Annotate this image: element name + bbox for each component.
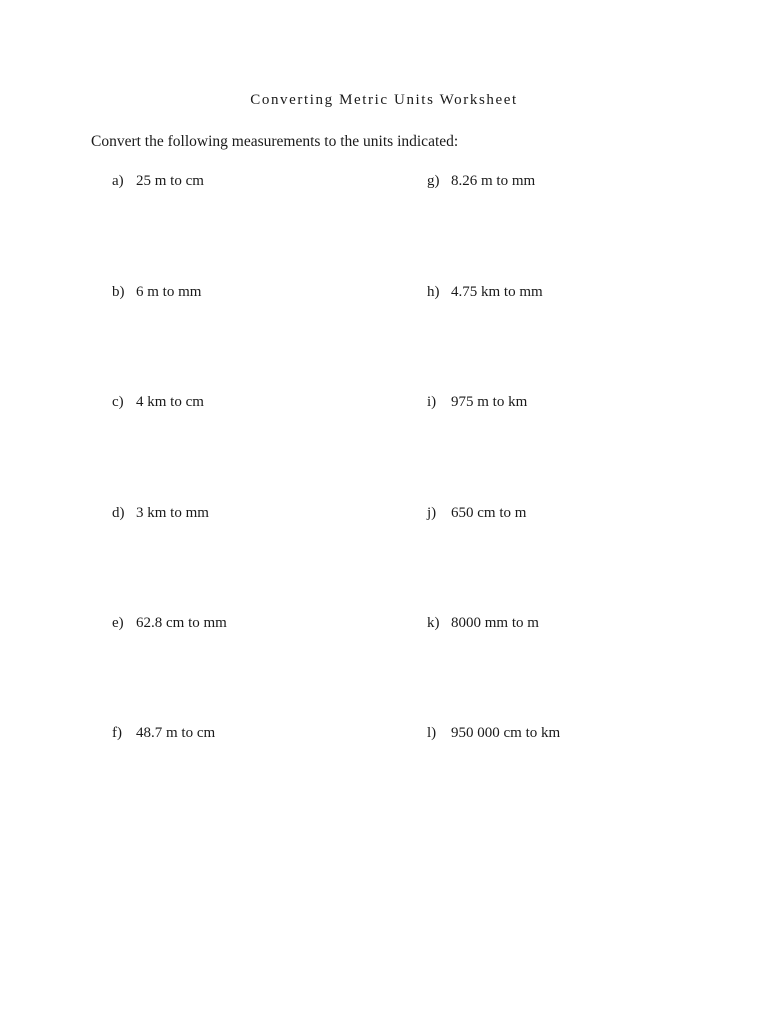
problem-question: 3 km to mm: [136, 505, 209, 521]
problem-question: 4 km to cm: [136, 394, 204, 410]
problem-j: [427, 505, 526, 522]
problem-question: 25 m to cm: [136, 173, 204, 189]
problem-question: 48.7 m to cm: [136, 725, 216, 741]
problem-letter: c): [112, 394, 124, 410]
problem-question: 62.8 cm to mm: [136, 615, 227, 631]
problem-letter: i): [427, 394, 437, 410]
problem-question: 8000 mm to m: [451, 615, 539, 631]
problem-k: [427, 615, 539, 632]
problem-g: [427, 173, 535, 190]
problem-letter: l): [427, 725, 437, 741]
problem-question: 650 cm to m: [451, 505, 527, 521]
problem-l: [427, 725, 560, 742]
problem-letter: d): [112, 505, 125, 521]
problem-question: 950 000 cm to km: [451, 725, 561, 741]
problem-letter: b): [112, 284, 125, 300]
problem-i: [427, 394, 527, 411]
problem-c: [112, 394, 204, 411]
worksheet-title: Converting Metric Units Worksheet: [250, 92, 518, 108]
problem-letter: e): [112, 615, 124, 631]
problem-letter: k): [427, 615, 440, 631]
problem-letter: h): [427, 284, 440, 300]
problem-letter: a): [112, 173, 124, 189]
problem-letter: j): [427, 505, 437, 521]
problem-question: 6 m to mm: [136, 284, 202, 300]
problem-question: 975 m to km: [451, 394, 528, 410]
problem-h: [427, 284, 543, 301]
problem-e: [112, 615, 227, 632]
problem-b: [112, 284, 201, 301]
problem-a: [112, 173, 204, 190]
problem-d: [112, 505, 209, 522]
problem-letter: f): [112, 725, 122, 741]
problem-letter: g): [427, 173, 440, 189]
problem-f: [112, 725, 215, 742]
problem-question: 8.26 m to mm: [451, 173, 536, 189]
instructions-text: Convert the following measurements to the units indicated:: [91, 133, 459, 150]
problem-question: 4.75 km to mm: [451, 284, 543, 300]
